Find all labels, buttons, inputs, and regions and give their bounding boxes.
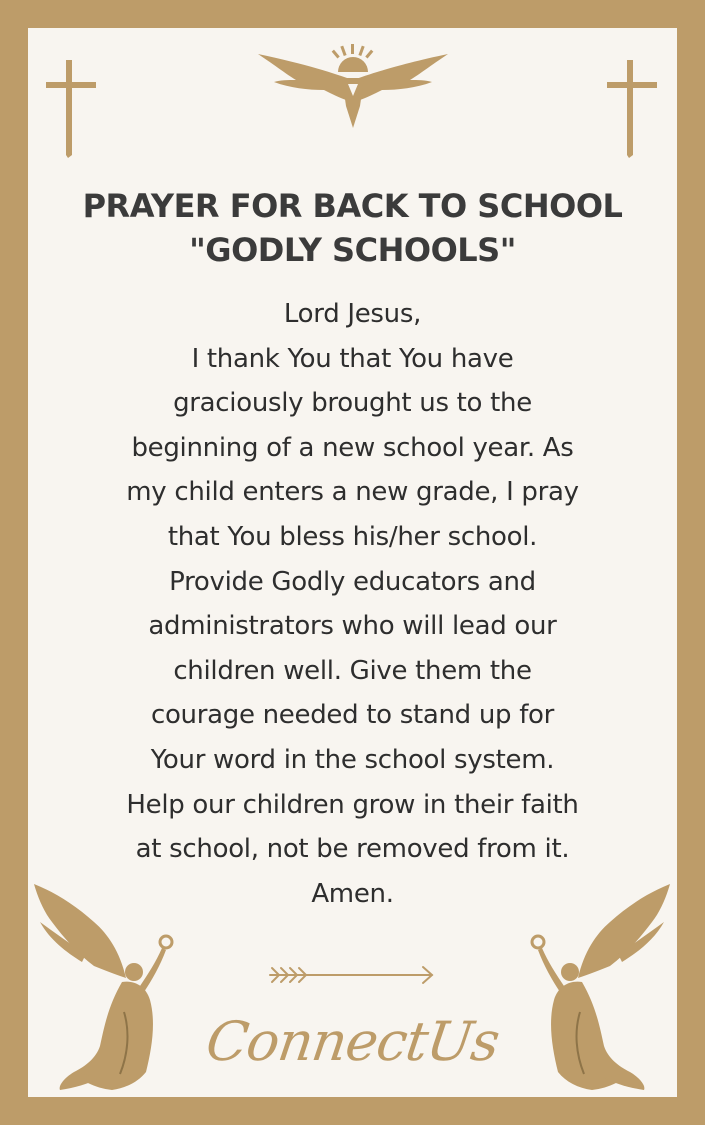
title-line-1: PRAYER FOR BACK TO SCHOOL (82, 187, 623, 225)
prayer-line: administrators who will lead our (148, 611, 557, 642)
winged-sun-emblem-icon (256, 44, 450, 132)
prayer-line: my child enters a new grade, I pray (126, 477, 579, 508)
cross-icon (44, 60, 100, 158)
prayer-line: children well. Give them the (173, 655, 532, 686)
prayer-line: that You bless his/her school. (167, 521, 538, 552)
prayer-line: Amen. (311, 878, 394, 909)
cross-icon (605, 60, 661, 158)
prayer-line: beginning of a new school year. As (131, 432, 574, 463)
arrow-icon (268, 962, 436, 988)
prayer-line: courage needed to stand up for (150, 700, 555, 731)
prayer-line: Provide Godly educators and (169, 566, 536, 597)
prayer-line: Help our children grow in their faith (126, 789, 579, 820)
prayer-line: Your word in the school system. (150, 744, 555, 775)
prayer-line: I thank You that You have (191, 343, 514, 374)
prayer-line: Lord Jesus, (283, 299, 422, 329)
brand-logo: ConnectUs (202, 1010, 503, 1073)
title-line-2: "GODLY SCHOOLS" (189, 231, 516, 269)
prayer-line: graciously brought us to the (173, 388, 532, 419)
prayer-text (28, 292, 677, 916)
prayer-line: at school, not be removed from it. (135, 834, 570, 865)
page-title (28, 184, 677, 272)
